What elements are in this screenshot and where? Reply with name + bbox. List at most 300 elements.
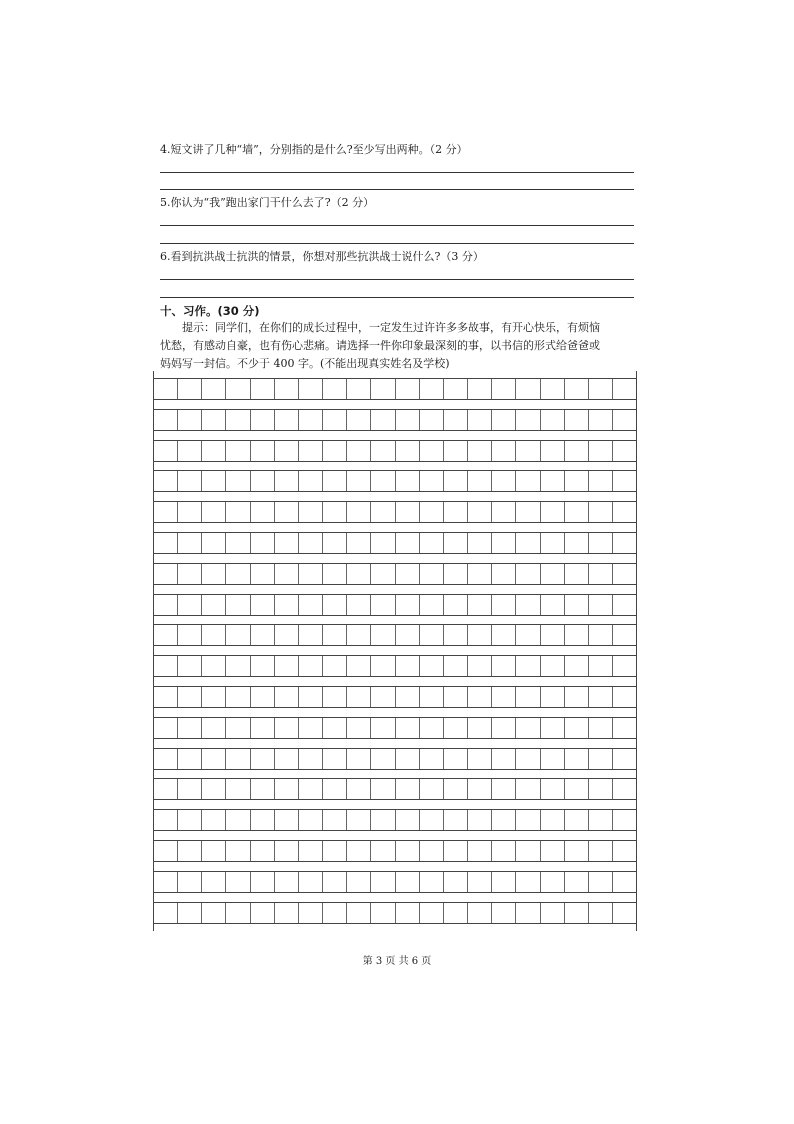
grid-cell[interactable]: [468, 471, 492, 491]
grid-cell[interactable]: [226, 779, 250, 799]
grid-cell[interactable]: [202, 625, 226, 645]
grid-cell[interactable]: [202, 718, 226, 738]
grid-cell[interactable]: [299, 502, 323, 522]
grid-cell[interactable]: [371, 625, 395, 645]
grid-cell[interactable]: [589, 410, 613, 430]
grid-cell[interactable]: [226, 656, 250, 676]
grid-cell[interactable]: [371, 533, 395, 553]
grid-cell[interactable]: [226, 903, 250, 923]
grid-cell[interactable]: [420, 625, 444, 645]
grid-cell[interactable]: [492, 903, 516, 923]
grid-cell[interactable]: [420, 779, 444, 799]
grid-cell[interactable]: [251, 872, 275, 892]
grid-cell[interactable]: [396, 502, 420, 522]
grid-cell[interactable]: [154, 872, 178, 892]
grid-cell[interactable]: [420, 749, 444, 769]
grid-cell[interactable]: [154, 687, 178, 707]
grid-cell[interactable]: [299, 533, 323, 553]
grid-cell[interactable]: [492, 872, 516, 892]
grid-cell[interactable]: [323, 872, 347, 892]
grid-cell[interactable]: [202, 841, 226, 861]
grid-cell[interactable]: [154, 810, 178, 830]
grid-cell[interactable]: [516, 379, 540, 399]
grid-cell[interactable]: [565, 779, 589, 799]
grid-cell[interactable]: [347, 872, 371, 892]
grid-cell[interactable]: [492, 441, 516, 461]
grid-cell[interactable]: [299, 379, 323, 399]
answer-line[interactable]: [160, 297, 634, 298]
grid-cell[interactable]: [396, 903, 420, 923]
grid-cell[interactable]: [565, 564, 589, 584]
grid-cell[interactable]: [226, 502, 250, 522]
grid-cell[interactable]: [226, 810, 250, 830]
grid-cell[interactable]: [251, 441, 275, 461]
grid-cell[interactable]: [613, 903, 636, 923]
grid-cell[interactable]: [154, 595, 178, 615]
grid-cell[interactable]: [275, 625, 299, 645]
grid-cell[interactable]: [420, 441, 444, 461]
grid-cell[interactable]: [202, 872, 226, 892]
grid-cell[interactable]: [396, 810, 420, 830]
grid-cell[interactable]: [589, 810, 613, 830]
grid-cell[interactable]: [396, 687, 420, 707]
grid-cell[interactable]: [371, 564, 395, 584]
grid-cell[interactable]: [323, 471, 347, 491]
answer-line[interactable]: [160, 172, 634, 173]
grid-cell[interactable]: [468, 379, 492, 399]
grid-cell[interactable]: [299, 718, 323, 738]
grid-cell[interactable]: [492, 595, 516, 615]
grid-cell[interactable]: [613, 595, 636, 615]
grid-cell[interactable]: [492, 410, 516, 430]
grid-cell[interactable]: [516, 687, 540, 707]
grid-cell[interactable]: [468, 841, 492, 861]
grid-cell[interactable]: [202, 533, 226, 553]
grid-cell[interactable]: [371, 779, 395, 799]
grid-cell[interactable]: [202, 749, 226, 769]
grid-cell[interactable]: [492, 749, 516, 769]
grid-cell[interactable]: [371, 471, 395, 491]
grid-cell[interactable]: [275, 564, 299, 584]
grid-cell[interactable]: [468, 625, 492, 645]
grid-cell[interactable]: [275, 841, 299, 861]
grid-cell[interactable]: [275, 533, 299, 553]
grid-cell[interactable]: [492, 779, 516, 799]
grid-cell[interactable]: [202, 779, 226, 799]
grid-cell[interactable]: [202, 502, 226, 522]
grid-cell[interactable]: [371, 410, 395, 430]
grid-cell[interactable]: [178, 810, 202, 830]
grid-cell[interactable]: [444, 718, 468, 738]
grid-cell[interactable]: [444, 379, 468, 399]
grid-cell[interactable]: [251, 471, 275, 491]
grid-cell[interactable]: [371, 656, 395, 676]
grid-cell[interactable]: [468, 595, 492, 615]
grid-cell[interactable]: [541, 625, 565, 645]
grid-cell[interactable]: [420, 718, 444, 738]
grid-cell[interactable]: [154, 718, 178, 738]
grid-cell[interactable]: [299, 564, 323, 584]
grid-cell[interactable]: [420, 687, 444, 707]
grid-cell[interactable]: [396, 779, 420, 799]
grid-cell[interactable]: [565, 903, 589, 923]
grid-cell[interactable]: [347, 903, 371, 923]
grid-cell[interactable]: [396, 410, 420, 430]
grid-cell[interactable]: [492, 841, 516, 861]
grid-cell[interactable]: [541, 687, 565, 707]
grid-cell[interactable]: [178, 595, 202, 615]
grid-cell[interactable]: [613, 810, 636, 830]
grid-cell[interactable]: [589, 441, 613, 461]
grid-cell[interactable]: [347, 502, 371, 522]
grid-cell[interactable]: [275, 656, 299, 676]
grid-cell[interactable]: [251, 502, 275, 522]
grid-cell[interactable]: [323, 656, 347, 676]
grid-cell[interactable]: [347, 564, 371, 584]
grid-cell[interactable]: [565, 872, 589, 892]
answer-line[interactable]: [160, 225, 634, 226]
grid-cell[interactable]: [275, 903, 299, 923]
grid-cell[interactable]: [565, 471, 589, 491]
grid-cell[interactable]: [420, 903, 444, 923]
grid-cell[interactable]: [541, 471, 565, 491]
grid-cell[interactable]: [541, 379, 565, 399]
grid-cell[interactable]: [299, 471, 323, 491]
grid-cell[interactable]: [275, 502, 299, 522]
grid-cell[interactable]: [516, 903, 540, 923]
grid-cell[interactable]: [347, 625, 371, 645]
grid-cell[interactable]: [251, 749, 275, 769]
grid-cell[interactable]: [444, 779, 468, 799]
grid-cell[interactable]: [444, 502, 468, 522]
grid-cell[interactable]: [613, 410, 636, 430]
writing-grid[interactable]: [153, 371, 637, 931]
grid-cell[interactable]: [444, 533, 468, 553]
grid-cell[interactable]: [299, 410, 323, 430]
grid-cell[interactable]: [178, 872, 202, 892]
grid-cell[interactable]: [275, 749, 299, 769]
grid-cell[interactable]: [251, 903, 275, 923]
grid-cell[interactable]: [251, 841, 275, 861]
grid-cell[interactable]: [178, 841, 202, 861]
grid-cell[interactable]: [178, 749, 202, 769]
grid-cell[interactable]: [323, 810, 347, 830]
grid-cell[interactable]: [299, 656, 323, 676]
grid-cell[interactable]: [299, 779, 323, 799]
grid-cell[interactable]: [323, 687, 347, 707]
grid-cell[interactable]: [420, 502, 444, 522]
grid-cell[interactable]: [396, 471, 420, 491]
grid-cell[interactable]: [154, 749, 178, 769]
grid-cell[interactable]: [565, 625, 589, 645]
grid-cell[interactable]: [565, 687, 589, 707]
grid-cell[interactable]: [202, 471, 226, 491]
grid-cell[interactable]: [516, 872, 540, 892]
grid-cell[interactable]: [492, 502, 516, 522]
grid-cell[interactable]: [468, 718, 492, 738]
grid-cell[interactable]: [299, 810, 323, 830]
grid-cell[interactable]: [178, 687, 202, 707]
grid-cell[interactable]: [226, 564, 250, 584]
grid-cell[interactable]: [396, 625, 420, 645]
grid-cell[interactable]: [468, 810, 492, 830]
grid-cell[interactable]: [226, 410, 250, 430]
grid-cell[interactable]: [565, 502, 589, 522]
grid-cell[interactable]: [589, 903, 613, 923]
grid-cell[interactable]: [589, 564, 613, 584]
grid-cell[interactable]: [420, 564, 444, 584]
grid-cell[interactable]: [396, 656, 420, 676]
grid-cell[interactable]: [541, 564, 565, 584]
grid-cell[interactable]: [371, 749, 395, 769]
grid-cell[interactable]: [371, 718, 395, 738]
grid-cell[interactable]: [299, 903, 323, 923]
grid-cell[interactable]: [613, 872, 636, 892]
grid-cell[interactable]: [541, 749, 565, 769]
grid-cell[interactable]: [565, 749, 589, 769]
grid-cell[interactable]: [420, 656, 444, 676]
grid-cell[interactable]: [178, 625, 202, 645]
grid-cell[interactable]: [275, 410, 299, 430]
grid-cell[interactable]: [444, 595, 468, 615]
grid-cell[interactable]: [371, 441, 395, 461]
grid-cell[interactable]: [541, 718, 565, 738]
grid-cell[interactable]: [468, 502, 492, 522]
grid-cell[interactable]: [347, 656, 371, 676]
grid-cell[interactable]: [251, 595, 275, 615]
grid-cell[interactable]: [323, 903, 347, 923]
grid-cell[interactable]: [444, 410, 468, 430]
grid-cell[interactable]: [516, 841, 540, 861]
grid-cell[interactable]: [396, 872, 420, 892]
grid-cell[interactable]: [589, 749, 613, 769]
grid-cell[interactable]: [323, 502, 347, 522]
grid-cell[interactable]: [613, 749, 636, 769]
answer-line[interactable]: [160, 279, 634, 280]
grid-cell[interactable]: [275, 779, 299, 799]
grid-cell[interactable]: [154, 779, 178, 799]
grid-cell[interactable]: [251, 718, 275, 738]
grid-cell[interactable]: [492, 379, 516, 399]
grid-cell[interactable]: [589, 718, 613, 738]
grid-cell[interactable]: [347, 810, 371, 830]
grid-cell[interactable]: [492, 810, 516, 830]
grid-cell[interactable]: [178, 779, 202, 799]
grid-cell[interactable]: [154, 379, 178, 399]
grid-cell[interactable]: [444, 841, 468, 861]
grid-cell[interactable]: [371, 379, 395, 399]
grid-cell[interactable]: [565, 441, 589, 461]
grid-cell[interactable]: [613, 379, 636, 399]
grid-cell[interactable]: [371, 903, 395, 923]
grid-cell[interactable]: [444, 903, 468, 923]
grid-cell[interactable]: [516, 471, 540, 491]
grid-cell[interactable]: [613, 533, 636, 553]
grid-cell[interactable]: [613, 687, 636, 707]
grid-cell[interactable]: [516, 625, 540, 645]
answer-line[interactable]: [160, 189, 634, 190]
grid-cell[interactable]: [613, 841, 636, 861]
grid-cell[interactable]: [613, 718, 636, 738]
grid-cell[interactable]: [565, 410, 589, 430]
grid-cell[interactable]: [589, 625, 613, 645]
grid-cell[interactable]: [251, 410, 275, 430]
grid-cell[interactable]: [492, 687, 516, 707]
grid-cell[interactable]: [541, 502, 565, 522]
grid-cell[interactable]: [154, 533, 178, 553]
grid-cell[interactable]: [202, 564, 226, 584]
grid-cell[interactable]: [178, 441, 202, 461]
grid-cell[interactable]: [516, 749, 540, 769]
grid-cell[interactable]: [565, 718, 589, 738]
grid-cell[interactable]: [516, 441, 540, 461]
grid-cell[interactable]: [516, 564, 540, 584]
grid-cell[interactable]: [444, 656, 468, 676]
grid-cell[interactable]: [541, 441, 565, 461]
grid-cell[interactable]: [468, 410, 492, 430]
grid-cell[interactable]: [226, 625, 250, 645]
grid-cell[interactable]: [541, 533, 565, 553]
grid-cell[interactable]: [347, 471, 371, 491]
grid-cell[interactable]: [299, 625, 323, 645]
grid-cell[interactable]: [323, 625, 347, 645]
grid-cell[interactable]: [251, 379, 275, 399]
grid-cell[interactable]: [275, 379, 299, 399]
grid-cell[interactable]: [396, 749, 420, 769]
grid-cell[interactable]: [226, 471, 250, 491]
grid-cell[interactable]: [275, 687, 299, 707]
grid-cell[interactable]: [178, 656, 202, 676]
grid-cell[interactable]: [613, 471, 636, 491]
grid-cell[interactable]: [347, 410, 371, 430]
grid-cell[interactable]: [323, 533, 347, 553]
grid-cell[interactable]: [516, 718, 540, 738]
grid-cell[interactable]: [516, 595, 540, 615]
grid-cell[interactable]: [226, 441, 250, 461]
grid-cell[interactable]: [589, 595, 613, 615]
grid-cell[interactable]: [589, 687, 613, 707]
grid-cell[interactable]: [589, 841, 613, 861]
grid-cell[interactable]: [251, 810, 275, 830]
grid-cell[interactable]: [565, 595, 589, 615]
grid-cell[interactable]: [323, 410, 347, 430]
grid-cell[interactable]: [516, 810, 540, 830]
grid-cell[interactable]: [613, 564, 636, 584]
grid-cell[interactable]: [154, 441, 178, 461]
grid-cell[interactable]: [251, 625, 275, 645]
grid-cell[interactable]: [347, 779, 371, 799]
grid-cell[interactable]: [202, 903, 226, 923]
grid-cell[interactable]: [154, 841, 178, 861]
grid-cell[interactable]: [613, 625, 636, 645]
grid-cell[interactable]: [323, 841, 347, 861]
grid-cell[interactable]: [516, 502, 540, 522]
grid-cell[interactable]: [468, 533, 492, 553]
grid-cell[interactable]: [541, 841, 565, 861]
grid-cell[interactable]: [541, 656, 565, 676]
grid-cell[interactable]: [347, 441, 371, 461]
grid-cell[interactable]: [275, 718, 299, 738]
grid-cell[interactable]: [396, 841, 420, 861]
grid-cell[interactable]: [154, 903, 178, 923]
grid-cell[interactable]: [226, 749, 250, 769]
grid-cell[interactable]: [589, 533, 613, 553]
grid-cell[interactable]: [565, 841, 589, 861]
grid-cell[interactable]: [420, 410, 444, 430]
grid-cell[interactable]: [589, 872, 613, 892]
grid-cell[interactable]: [396, 441, 420, 461]
grid-cell[interactable]: [420, 841, 444, 861]
grid-cell[interactable]: [323, 595, 347, 615]
grid-cell[interactable]: [154, 564, 178, 584]
grid-cell[interactable]: [323, 749, 347, 769]
grid-cell[interactable]: [444, 564, 468, 584]
grid-cell[interactable]: [275, 810, 299, 830]
grid-cell[interactable]: [589, 379, 613, 399]
grid-cell[interactable]: [299, 595, 323, 615]
grid-cell[interactable]: [275, 471, 299, 491]
grid-cell[interactable]: [347, 533, 371, 553]
grid-cell[interactable]: [202, 656, 226, 676]
grid-cell[interactable]: [541, 595, 565, 615]
grid-cell[interactable]: [565, 533, 589, 553]
grid-cell[interactable]: [516, 533, 540, 553]
grid-cell[interactable]: [178, 471, 202, 491]
grid-cell[interactable]: [202, 595, 226, 615]
grid-cell[interactable]: [226, 872, 250, 892]
grid-cell[interactable]: [178, 718, 202, 738]
grid-cell[interactable]: [178, 564, 202, 584]
grid-cell[interactable]: [299, 872, 323, 892]
grid-cell[interactable]: [444, 441, 468, 461]
grid-cell[interactable]: [251, 533, 275, 553]
grid-cell[interactable]: [299, 687, 323, 707]
grid-cell[interactable]: [154, 471, 178, 491]
grid-cell[interactable]: [299, 841, 323, 861]
grid-cell[interactable]: [613, 656, 636, 676]
grid-cell[interactable]: [202, 441, 226, 461]
grid-cell[interactable]: [226, 841, 250, 861]
grid-cell[interactable]: [154, 625, 178, 645]
grid-cell[interactable]: [347, 379, 371, 399]
grid-cell[interactable]: [226, 718, 250, 738]
grid-cell[interactable]: [565, 656, 589, 676]
grid-cell[interactable]: [444, 872, 468, 892]
grid-cell[interactable]: [589, 502, 613, 522]
grid-cell[interactable]: [323, 564, 347, 584]
grid-cell[interactable]: [371, 687, 395, 707]
grid-cell[interactable]: [541, 810, 565, 830]
grid-cell[interactable]: [275, 595, 299, 615]
grid-cell[interactable]: [323, 718, 347, 738]
grid-cell[interactable]: [371, 595, 395, 615]
grid-cell[interactable]: [444, 810, 468, 830]
grid-cell[interactable]: [178, 379, 202, 399]
grid-cell[interactable]: [251, 564, 275, 584]
grid-cell[interactable]: [396, 533, 420, 553]
grid-cell[interactable]: [226, 595, 250, 615]
grid-cell[interactable]: [444, 749, 468, 769]
grid-cell[interactable]: [299, 749, 323, 769]
grid-cell[interactable]: [468, 779, 492, 799]
grid-cell[interactable]: [226, 379, 250, 399]
grid-cell[interactable]: [347, 841, 371, 861]
grid-cell[interactable]: [420, 810, 444, 830]
grid-cell[interactable]: [492, 533, 516, 553]
grid-cell[interactable]: [444, 471, 468, 491]
grid-cell[interactable]: [613, 441, 636, 461]
grid-cell[interactable]: [347, 595, 371, 615]
